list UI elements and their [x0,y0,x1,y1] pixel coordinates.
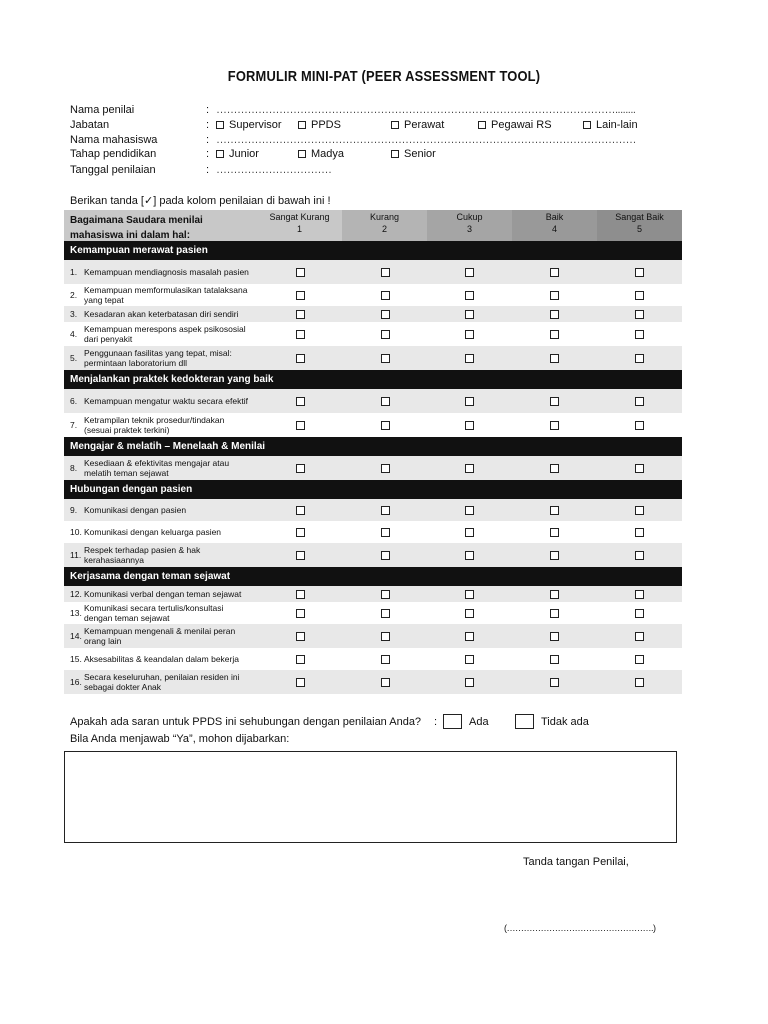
rating-checkbox[interactable] [381,506,390,515]
rating-checkbox[interactable] [465,551,474,560]
question-row [64,389,682,413]
question-number: 1. [70,267,78,277]
rating-cell-2 [343,521,428,543]
rating-checkbox[interactable] [635,655,644,664]
rating-checkbox[interactable] [381,268,390,277]
jabatan-label: Jabatan [70,118,110,131]
rating-cell-1 [258,624,343,648]
section-header: Kerjasama dengan teman sejawat [64,567,682,586]
rating-checkbox[interactable] [296,551,305,560]
question-number: 9. [70,505,78,515]
info-row-nama-mahasiswa [70,132,636,147]
rating-checkbox[interactable] [296,291,305,300]
rating-checkbox[interactable] [296,506,305,515]
tahap-option-junior[interactable] [216,148,259,160]
tahap-option-senior[interactable] [391,148,436,160]
rating-checkbox[interactable] [465,609,474,618]
signature-label: Tanda tangan Penilai, [523,856,629,868]
option-label: Junior [229,148,259,160]
scale-number: 4 [551,224,557,234]
rating-checkbox[interactable] [550,421,559,430]
option-label: PPDS [311,119,341,131]
question-row [64,521,682,543]
rating-checkbox[interactable] [381,310,390,319]
rating-checkbox[interactable] [635,551,644,560]
rating-cell-2 [343,284,428,306]
rating-checkbox[interactable] [296,354,305,363]
question-row [64,670,682,694]
advice-comment-box[interactable] [64,751,677,843]
option-label: Madya [311,148,345,160]
question-text: Komunikasi verbal dengan teman sejawat [84,589,242,599]
rating-cell-2 [343,543,428,567]
rating-cell-4 [512,648,597,670]
rating-cell-1 [258,346,343,370]
rating-cell-4 [512,322,597,346]
rating-checkbox[interactable] [381,397,390,406]
option-label: Supervisor [229,119,282,131]
question-number: 7. [70,420,78,430]
nama-mahasiswa-field[interactable]: ………………………………………………………………………………………………………… [216,133,636,146]
rating-cell-4 [512,284,597,306]
rating-cell-4 [512,602,597,624]
rating-cell-1 [258,586,343,602]
checkbox[interactable] [216,121,224,129]
rating-cell-1 [258,602,343,624]
rating-checkbox[interactable] [381,632,390,641]
info-row-tanggal-penilaian [70,162,332,177]
rating-cell-3 [428,260,513,284]
rating-checkbox[interactable] [381,421,390,430]
rating-cell-2 [343,602,428,624]
rating-checkbox[interactable] [635,268,644,277]
checkbox[interactable] [478,121,486,129]
rating-checkbox[interactable] [296,464,305,473]
rating-cell-5 [597,543,682,567]
rating-checkbox[interactable] [550,397,559,406]
scale-number: 2 [381,224,387,234]
question-text: Kesadaran akan keterbatasan diri sendiri [84,309,239,319]
rating-cell-3 [428,322,513,346]
rating-cell-2 [343,413,428,437]
rating-cell-3 [428,602,513,624]
info-row-nama-penilai [70,102,635,117]
rating-checkbox[interactable] [381,590,390,599]
rating-cell-3 [428,284,513,306]
rating-cell-5 [597,586,682,602]
rating-checkbox[interactable] [550,590,559,599]
checkbox[interactable] [298,121,306,129]
rating-checkbox[interactable] [550,609,559,618]
option-label: Lain-lain [596,119,638,131]
question-row [64,322,682,346]
rating-cell-4 [512,670,597,694]
question-number: 10. [70,527,82,537]
advice-no-checkbox[interactable] [515,714,534,729]
rating-checkbox[interactable] [465,632,474,641]
question-row [64,648,682,670]
rating-cell-5 [597,602,682,624]
jabatan-option-ppds[interactable] [298,119,341,131]
question-row [64,306,682,322]
rating-cell-5 [597,648,682,670]
rating-checkbox[interactable] [381,330,390,339]
rating-checkbox[interactable] [465,397,474,406]
rating-checkbox[interactable] [296,590,305,599]
advice-yes-checkbox[interactable] [443,714,462,729]
question-number: 16. [70,677,82,687]
rating-checkbox[interactable] [550,268,559,277]
option-label: Senior [404,148,436,160]
question-number: 2. [70,290,78,300]
tahap-option-madya[interactable] [298,148,344,160]
question-text: Kemampuan mengatur waktu secara efektif [84,396,248,406]
rating-cell-1 [258,670,343,694]
instruction-text: Berikan tanda [✓] pada kolom penilaian di bawah ini ! [70,195,331,207]
rating-cell-1 [258,413,343,437]
tanggal-penilaian-field[interactable]: …………………………… [216,163,332,176]
checkbox[interactable] [583,121,591,129]
rating-cell-3 [428,521,513,543]
option-label: Pegawai RS [491,119,552,131]
rating-cell-4 [512,389,597,413]
rating-cell-4 [512,543,597,567]
rating-checkbox[interactable] [381,678,390,687]
rating-cell-1 [258,260,343,284]
rating-checkbox[interactable] [465,506,474,515]
rating-cell-2 [343,648,428,670]
rating-cell-5 [597,322,682,346]
rating-checkbox[interactable] [296,268,305,277]
question-number: 12. [70,589,82,599]
rating-checkbox[interactable] [381,551,390,560]
rating-checkbox[interactable] [550,291,559,300]
rating-checkbox[interactable] [635,632,644,641]
rating-cell-4 [512,306,597,322]
checkbox[interactable] [298,150,306,158]
rating-checkbox[interactable] [635,310,644,319]
rating-checkbox[interactable] [635,397,644,406]
rating-cell-5 [597,624,682,648]
question-number: 3. [70,309,78,319]
tanggal-penilaian-label: Tanggal penilaian [70,163,156,176]
scale-label: Kurang [369,212,400,222]
scale-header-3 [427,210,512,241]
rating-checkbox[interactable] [635,330,644,339]
rating-checkbox[interactable] [381,609,390,618]
rating-cell-1 [258,456,343,480]
rating-cell-3 [428,624,513,648]
advice-explain-label: Bila Anda menjawab “Ya”, mohon dijabarkan: [70,733,290,745]
rating-checkbox[interactable] [635,678,644,687]
rating-cell-5 [597,456,682,480]
section-header: Menjalankan praktek kedokteran yang baik [64,370,682,389]
checkbox[interactable] [216,150,224,158]
rating-checkbox[interactable] [550,655,559,664]
question-number: 4. [70,329,78,339]
rating-cell-2 [343,586,428,602]
question-number: 8. [70,463,78,473]
nama-penilai-label: Nama penilai [70,103,135,116]
sections-container [64,241,682,694]
option-label: Perawat [404,119,445,131]
question-number: 11. [70,550,82,560]
header-question: Bagaimana Saudara menilai mahasiswa ini dalam hal: [64,210,257,241]
rating-cell-3 [428,306,513,322]
colon: : [206,133,210,146]
rating-checkbox[interactable] [635,421,644,430]
scale-number: 3 [466,224,472,234]
scale-label: Sangat Baik [615,212,664,222]
rating-checkbox[interactable] [381,528,390,537]
rating-checkbox[interactable] [550,528,559,537]
rating-cell-4 [512,521,597,543]
question-row [64,413,682,437]
colon: : [206,147,210,160]
scale-header-2 [342,210,427,241]
scale-header-4 [512,210,597,241]
question-text: Kemampuan mendiagnosis masalah pasien [84,267,249,277]
rating-cell-5 [597,346,682,370]
rating-checkbox[interactable] [465,421,474,430]
rating-cell-4 [512,624,597,648]
colon: : [206,163,210,176]
rating-cell-3 [428,456,513,480]
rating-checkbox[interactable] [465,268,474,277]
rating-cell-5 [597,260,682,284]
rating-cell-3 [428,543,513,567]
nama-mahasiswa-label: Nama mahasiswa [70,133,158,146]
assessment-table [64,210,682,694]
rating-cell-5 [597,284,682,306]
rating-cell-3 [428,346,513,370]
rating-checkbox[interactable] [465,310,474,319]
advice-no-label: Tidak ada [541,716,589,728]
form-title: FORMULIR MINI-PAT (PEER ASSESSMENT TOOL) [227,68,541,85]
rating-cell-3 [428,389,513,413]
advice-yes-label: Ada [469,716,489,728]
rating-cell-1 [258,521,343,543]
rating-checkbox[interactable] [465,590,474,599]
rating-checkbox[interactable] [296,655,305,664]
signature-line[interactable]: (…………………………………………….) [504,923,656,933]
rating-checkbox[interactable] [550,632,559,641]
question-text: Komunikasi secara tertulis/konsultasi dengan teman sejawat [84,603,224,623]
question-text: Secara keseluruhan, penilaian residen ini sebagai dokter Anak [84,672,240,692]
rating-cell-3 [428,413,513,437]
question-text: Kemampuan mengenali & menilai peran orang lain [84,626,236,646]
scale-header-1 [257,210,342,241]
rating-cell-5 [597,389,682,413]
rating-checkbox[interactable] [635,506,644,515]
rating-cell-2 [343,346,428,370]
question-text: Aksesabilitas & keandalan dalam bekerja [84,654,239,664]
rating-cell-1 [258,284,343,306]
rating-cell-2 [343,499,428,521]
rating-cell-1 [258,499,343,521]
rating-checkbox[interactable] [296,528,305,537]
question-row [64,260,682,284]
rating-cell-2 [343,306,428,322]
question-row [64,586,682,602]
info-row-jabatan [70,117,216,132]
rating-cell-4 [512,346,597,370]
rating-cell-5 [597,499,682,521]
rating-checkbox[interactable] [381,464,390,473]
rating-checkbox[interactable] [381,354,390,363]
scale-number: 5 [636,224,642,234]
question-row [64,543,682,567]
question-number: 14. [70,631,82,641]
rating-checkbox[interactable] [465,464,474,473]
rating-checkbox[interactable] [635,354,644,363]
question-text: Respek terhadap pasien & hak kerahasiaannya [84,545,201,565]
rating-cell-5 [597,306,682,322]
rating-cell-3 [428,648,513,670]
rating-cell-3 [428,586,513,602]
checkbox[interactable] [391,150,399,158]
rating-cell-4 [512,413,597,437]
rating-checkbox[interactable] [550,506,559,515]
rating-checkbox[interactable] [465,291,474,300]
scale-label: Baik [545,212,564,222]
question-row [64,284,682,306]
section-header: Hubungan dengan pasien [64,480,682,499]
rating-cell-4 [512,499,597,521]
rating-cell-1 [258,306,343,322]
rating-checkbox[interactable] [465,330,474,339]
rating-checkbox[interactable] [296,609,305,618]
rating-cell-3 [428,499,513,521]
info-row-tahap-pendidikan [70,146,216,161]
rating-checkbox[interactable] [296,330,305,339]
question-row [64,346,682,370]
scale-label: Cukup [456,212,483,222]
rating-checkbox[interactable] [381,655,390,664]
rating-cell-1 [258,543,343,567]
rating-checkbox[interactable] [635,590,644,599]
question-text: Kesediaan & efektivitas mengajar atau melatih teman sejawat [84,458,230,478]
jabatan-option-supervisor[interactable] [216,119,282,131]
rating-checkbox[interactable] [465,354,474,363]
nama-penilai-field[interactable]: ……………………………………………………………………………………………………........ [216,103,636,116]
rating-checkbox[interactable] [296,678,305,687]
question-text: Ketrampilan teknik prosedur/tindakan (sesuai praktek terkini) [84,415,225,435]
question-text: Penggunaan fasilitas yang tepat, misal: permintaan laboratorium dll [84,348,232,368]
rating-cell-3 [428,670,513,694]
rating-cell-5 [597,521,682,543]
question-text: Kemampuan merespons aspek psikososial dari penyakit [84,324,246,344]
question-row [64,499,682,521]
question-row [64,456,682,480]
rating-checkbox[interactable] [550,464,559,473]
question-text: Komunikasi dengan keluarga pasien [84,527,222,537]
question-number: 15. [70,654,82,664]
question-number: 13. [70,608,82,618]
question-number: 5. [70,353,78,363]
rating-checkbox[interactable] [550,678,559,687]
rating-checkbox[interactable] [381,291,390,300]
rating-checkbox[interactable] [296,310,305,319]
question-text: Komunikasi dengan pasien [84,505,187,515]
scale-headers [257,210,682,241]
rating-cell-1 [258,648,343,670]
rating-cell-2 [343,322,428,346]
rating-cell-2 [343,670,428,694]
rating-checkbox[interactable] [296,397,305,406]
rating-checkbox[interactable] [635,291,644,300]
rating-checkbox[interactable] [465,528,474,537]
rating-cell-2 [343,624,428,648]
colon: : [206,103,210,116]
question-row [64,602,682,624]
question-row [64,624,682,648]
scale-header-5 [597,210,682,241]
rating-cell-2 [343,389,428,413]
rating-cell-1 [258,389,343,413]
rating-cell-1 [258,322,343,346]
jabatan-option-pegawai-rs[interactable] [478,119,552,131]
rating-checkbox[interactable] [635,528,644,537]
section-header: Kemampuan merawat pasien [64,241,682,260]
colon: : [206,118,210,131]
rating-cell-4 [512,586,597,602]
rating-checkbox[interactable] [550,551,559,560]
rating-cell-5 [597,413,682,437]
rating-checkbox[interactable] [296,632,305,641]
rating-cell-4 [512,260,597,284]
rating-cell-4 [512,456,597,480]
jabatan-option-perawat[interactable] [391,119,444,131]
rating-cell-5 [597,670,682,694]
scale-number: 1 [296,224,302,234]
question-text: Kemampuan memformulasikan tatalaksana yang tepat [84,285,248,305]
rating-checkbox[interactable] [465,678,474,687]
rating-cell-2 [343,260,428,284]
colon: : [434,716,438,728]
section-header: Mengajar & melatih – Menelaah & Menilai [64,437,682,456]
rating-checkbox[interactable] [550,330,559,339]
rating-checkbox[interactable] [635,464,644,473]
rating-checkbox[interactable] [635,609,644,618]
tahap-pendidikan-label: Tahap pendidikan [70,147,157,160]
checkbox[interactable] [391,121,399,129]
rating-checkbox[interactable] [550,310,559,319]
rating-checkbox[interactable] [550,354,559,363]
question-number: 6. [70,396,78,406]
table-header [64,210,682,241]
rating-checkbox[interactable] [465,655,474,664]
rating-cell-2 [343,456,428,480]
jabatan-option-lain-lain[interactable] [583,119,638,131]
advice-question: Apakah ada saran untuk PPDS ini sehubungan dengan penilaian Anda? [70,716,422,728]
scale-label: Sangat Kurang [269,212,330,222]
rating-checkbox[interactable] [296,421,305,430]
